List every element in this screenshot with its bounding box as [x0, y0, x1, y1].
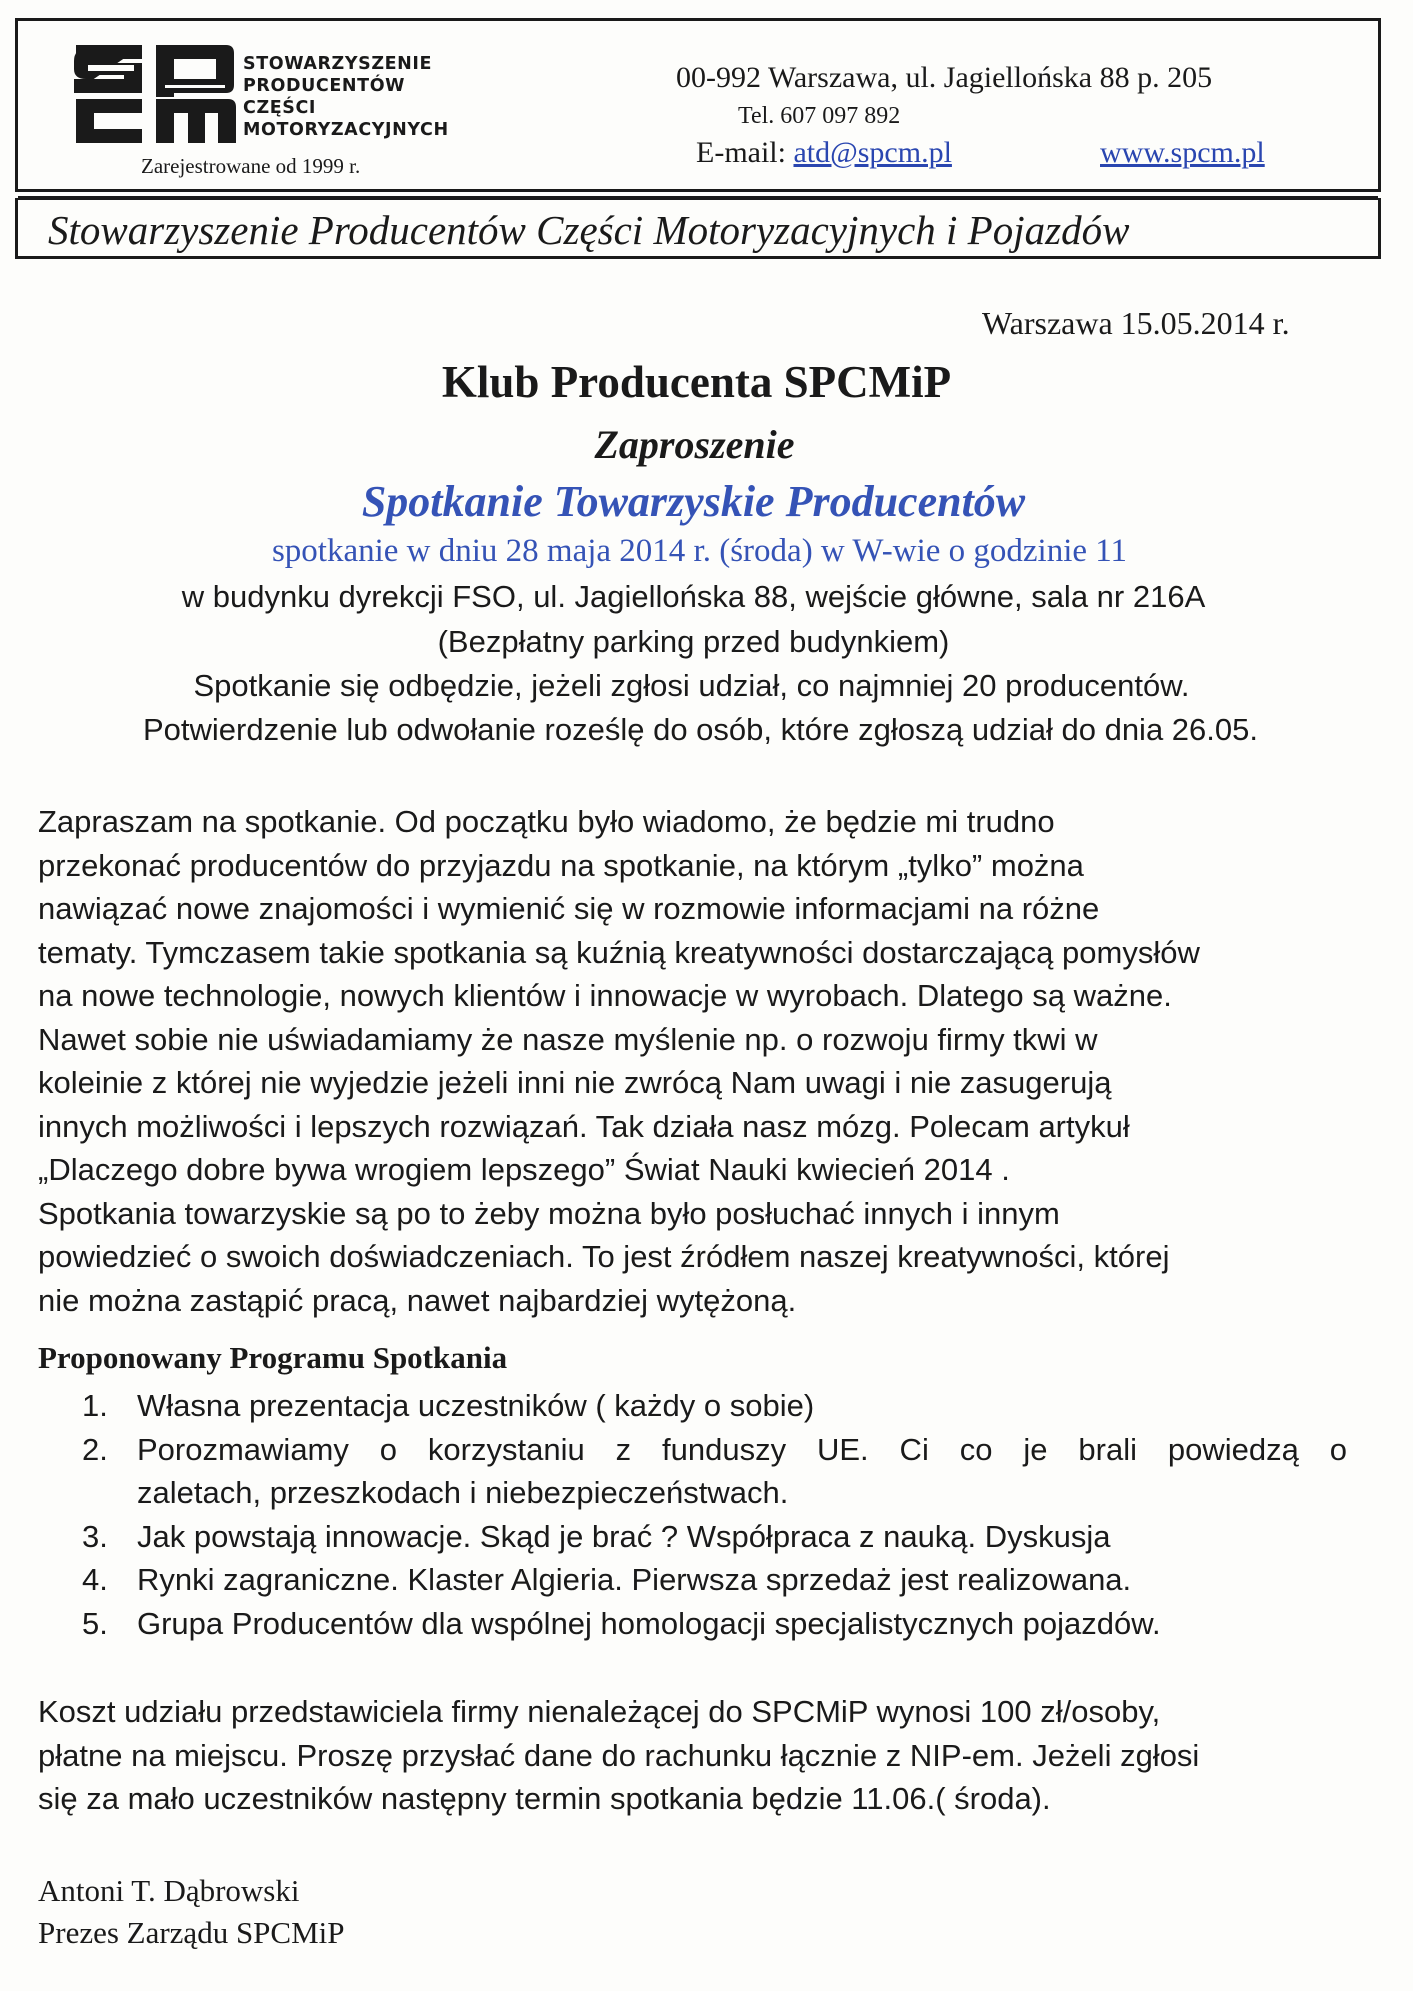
parking-note: (Bezpłatny parking przed budynkiem)	[437, 624, 950, 659]
logo-text-line: CZĘŚCI	[243, 98, 317, 118]
logo-text-line: STOWARZYSZENIE	[243, 54, 433, 74]
signer-title: Prezes Zarządu SPCMiP	[38, 1915, 345, 1950]
invitation-heading: Zaproszenie	[594, 422, 795, 467]
letter-date: Warszawa 15.05.2014 r.	[982, 305, 1290, 341]
paragraph-line: „Dlaczego dobre bywa wrogiem lepszego” Świat Nauki kwiecień 2014 .	[38, 1152, 1010, 1187]
program-item-number: 2.	[82, 1431, 108, 1467]
logo-text-line: PRODUCENTÓW	[243, 76, 406, 96]
paragraph-line: Spotkania towarzyskie są po to żeby można było posłuchać innych i innym	[38, 1195, 1060, 1231]
logo-text	[243, 53, 449, 141]
address: 00-992 Warszawa, ul. Jagiellońska 88 p. 205	[676, 61, 1213, 94]
paragraph-line: tematy. Tymczasem takie spotkania są kuźnią kreatywności dostarczającą pomysłów	[38, 934, 1200, 970]
event-title: Spotkanie Towarzyskie Producentów	[361, 477, 1026, 526]
attendance-condition: Spotkanie się odbędzie, jeżeli zgłosi udział, co najmniej 20 producentów.	[193, 668, 1190, 703]
cost-line: płatne na miejscu. Proszę przysłać dane do rachunku łącznie z NIP-em. Jeżeli zgłosi	[38, 1737, 1200, 1773]
program-item	[82, 1384, 1382, 1428]
program-item	[82, 1515, 1382, 1559]
letterhead	[15, 18, 1380, 261]
logo-text-line: MOTORYZACYJNYCH	[243, 120, 449, 140]
paragraph-line: Zapraszam na spotkanie. Od początku było wiadomo, że będzie mi trudno	[38, 804, 1055, 839]
program-title: Proponowany Programu Spotkania	[38, 1340, 508, 1375]
banner	[15, 198, 1381, 259]
paragraph-line: Nawet sobie nie uświadamiamy że nasze myślenie np. o rozwoju firmy tkwi w	[38, 1021, 1098, 1057]
program-item-number: 4.	[82, 1562, 108, 1597]
program-item-text: Jak powstają innowacje. Skąd je brać ? Współpraca z nauką. Dyskusja	[137, 1518, 1111, 1554]
registered-since: Zarejestrowane od 1999 r.	[141, 154, 361, 178]
program-item-text: zaletach, przeszkodach i niebezpieczeństwach.	[137, 1475, 789, 1510]
program-item-text: Grupa Producentów dla wspólnej homologacji specjalistycznych pojazdów.	[137, 1605, 1161, 1641]
program-item	[82, 1602, 1382, 1646]
paragraph-line: na nowe technologie, nowych klientów i innowacje w wyrobach. Dlatego są ważne.	[38, 978, 1172, 1013]
signature-block	[38, 1870, 345, 1954]
cost-line: Koszt udziału przedstawiciela firmy nienależącej do SPCMiP wynosi 100 zł/osoby,	[38, 1694, 1161, 1729]
program-item	[82, 1428, 1382, 1515]
paragraph-line: nawiązać nowe znajomości i wymienić się w rozmowie informacjami na różne	[38, 891, 1100, 926]
email-label: E-mail:	[696, 136, 786, 169]
email-row	[696, 136, 952, 170]
phone: Tel. 607 097 892	[738, 103, 901, 129]
program-item-number: 3.	[82, 1518, 108, 1554]
signer-name: Antoni T. Dąbrowski	[38, 1873, 300, 1908]
event-location: w budynku dyrekcji FSO, ul. Jagiellońska 88, wejście główne, sala nr 216A	[181, 579, 1206, 614]
banner-text: Stowarzyszenie Producentów Części Motoryzacyjnych i Pojazdów	[48, 207, 1130, 253]
letterhead-box	[15, 18, 1381, 192]
paragraph-line: powiedzieć o swoich doświadczeniach. To jest źródłem naszej kreatywności, której	[38, 1239, 1170, 1274]
paragraph-line: innych możliwości i lepszych rozwiązań. Tak działa nasz mózg. Polecam artykuł	[38, 1108, 1130, 1144]
cost-paragraph	[38, 1690, 1378, 1821]
program-item-number: 1.	[82, 1388, 108, 1423]
program-list	[82, 1384, 1382, 1645]
program-item-text: Własna prezentacja uczestników ( każdy o sobie)	[137, 1388, 815, 1423]
cost-line: się za mało uczestników następny termin spotkania będzie 11.06.( środa).	[38, 1781, 1051, 1816]
invitation-paragraph	[38, 800, 1378, 1322]
email-link[interactable]: atd@spcm.pl	[793, 136, 952, 169]
program-item-number: 5.	[82, 1605, 108, 1641]
website-link[interactable]: www.spcm.pl	[1100, 136, 1265, 169]
program-item-text: Rynki zagraniczne. Klaster Algieria. Pierwsza sprzedaż jest realizowana.	[137, 1562, 1132, 1597]
confirmation-note: Potwierdzenie lub odwołanie roześlę do osób, które zgłoszą udział do dnia 26.05.	[143, 712, 1258, 747]
paragraph-line: koleinie z której nie wyjedzie jeżeli inni nie zwrócą Nam uwagi i nie zasugerują	[38, 1065, 1112, 1100]
paragraph-line: przekonać producentów do przyjazdu na spotkanie, na którym „tylko” można	[38, 847, 1084, 883]
program-item-text: Porozmawiamy o korzystaniu z funduszy UE. Ci co je brali powiedzą o	[137, 1431, 1347, 1467]
paragraph-line: nie można zastąpić pracą, nawet najbardziej wytężoną.	[38, 1282, 797, 1318]
spcm-logo	[68, 41, 240, 147]
event-date: spotkanie w dniu 28 maja 2014 r. (środa) w W-wie o godzinie 11	[271, 533, 1128, 569]
club-title: Klub Producenta SPCMiP	[441, 357, 952, 407]
program-item	[82, 1558, 1382, 1602]
